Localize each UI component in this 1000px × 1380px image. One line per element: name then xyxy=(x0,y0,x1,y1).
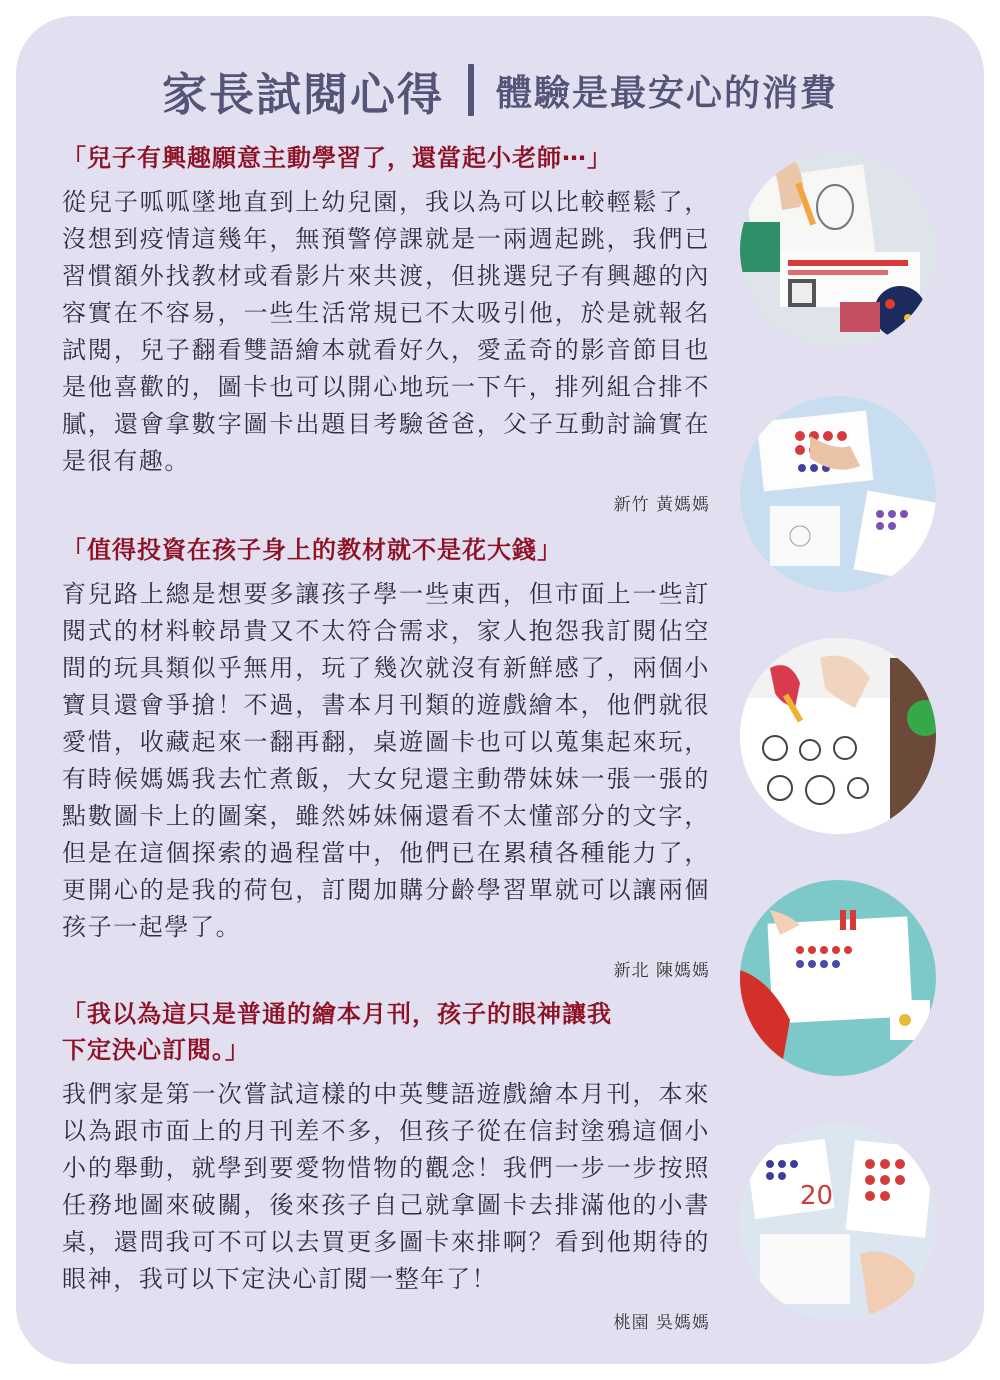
testimonial-body: 我們家是第一次嘗試這樣的中英雙語遊戲繪本月刊，本來以為跟市面上的月刊差不多，但孩子從在信封塗鴉這個小小的舉動，就學到要愛物惜物的觀念！我們一步一步按照任務地圖來破關，後來孩子自己就拿圖卡去排滿他的小書桌，還問我可不可以去買更多圖卡來排啊？看到他期待的眼神，我可以下定決心訂閱一整年了！ xyxy=(62,1080,710,1293)
testimonial-quote: 「值得投資在孩子身上的教材就不是花大錢」 xyxy=(62,536,562,564)
testimonial-body: 育兒路上總是想要多讓孩子學一些東西，但市面上一些訂閱式的材料較昂貴又不太符合需求，家人抱怨我訂閱佔空間的玩具類似乎無用，玩了幾次就沒有新鮮感了，兩個小寶貝還會爭搶！不過，書本月刊類的遊戲繪本，他們就很愛惜，收藏起來一翻再翻，桌遊圖卡也可以蒐集起來玩，有時候媽媽我去忙煮飯，大女兒還主動帶妹妹一張一張的點數圖卡上的圖案，雖然姊妹倆還看不太懂部分的文字，但是在這個探索的過程當中，他們已在累積各種能力了，更開心的是我的荷包，訂閱加購分齡學習單就可以讓兩個孩子一起學了。 xyxy=(62,580,710,941)
testimonial-quote: 「兒子有興趣願意主動學習了，還當起小老師⋯」 xyxy=(62,144,612,172)
card-sorting-photo xyxy=(740,1124,936,1320)
title-divider xyxy=(468,64,474,116)
dot-cards-photo xyxy=(740,396,936,592)
coloring-sheet-photo xyxy=(740,638,936,834)
page-header xyxy=(0,50,1000,130)
child-drawing-photo xyxy=(740,152,936,348)
testimonial-1 xyxy=(62,140,710,515)
testimonial-body: 從兒子呱呱墜地直到上幼兒園，我以為可以比較輕鬆了，沒想到疫情這幾年，無預警停課就是一兩週起跳，我們已習慣額外找教材或看影片來共渡，但挑選兒子有興趣的內容實在不容易，一些生活常規已不太吸引他，於是就報名試閱，兒子翻看雙語繪本就看好久，愛孟奇的影音節目也是他喜歡的，圖卡也可以開心地玩一下午，排列組合排不膩，還會拿數字圖卡出題目考驗爸爸，父子互動討論實在是很有趣。 xyxy=(62,188,710,475)
testimonial-3 xyxy=(62,996,710,1333)
page-title: 家長試閱心得 xyxy=(161,67,444,121)
number-cards-photo xyxy=(740,880,936,1076)
page-subtitle: 體驗是最安心的消費 xyxy=(496,72,839,114)
testimonial-2 xyxy=(62,532,710,981)
testimonial-author: 新竹 黃媽媽 xyxy=(613,495,710,515)
svg-text:20: 20 xyxy=(800,1181,834,1211)
testimonial-quote: 「我以為這只是普通的繪本月刊，孩子的眼神讓我 下定決心訂閱。」 xyxy=(62,1000,612,1064)
testimonial-author: 桃園 吳媽媽 xyxy=(613,1313,710,1333)
testimonial-author: 新北 陳媽媽 xyxy=(613,961,710,981)
